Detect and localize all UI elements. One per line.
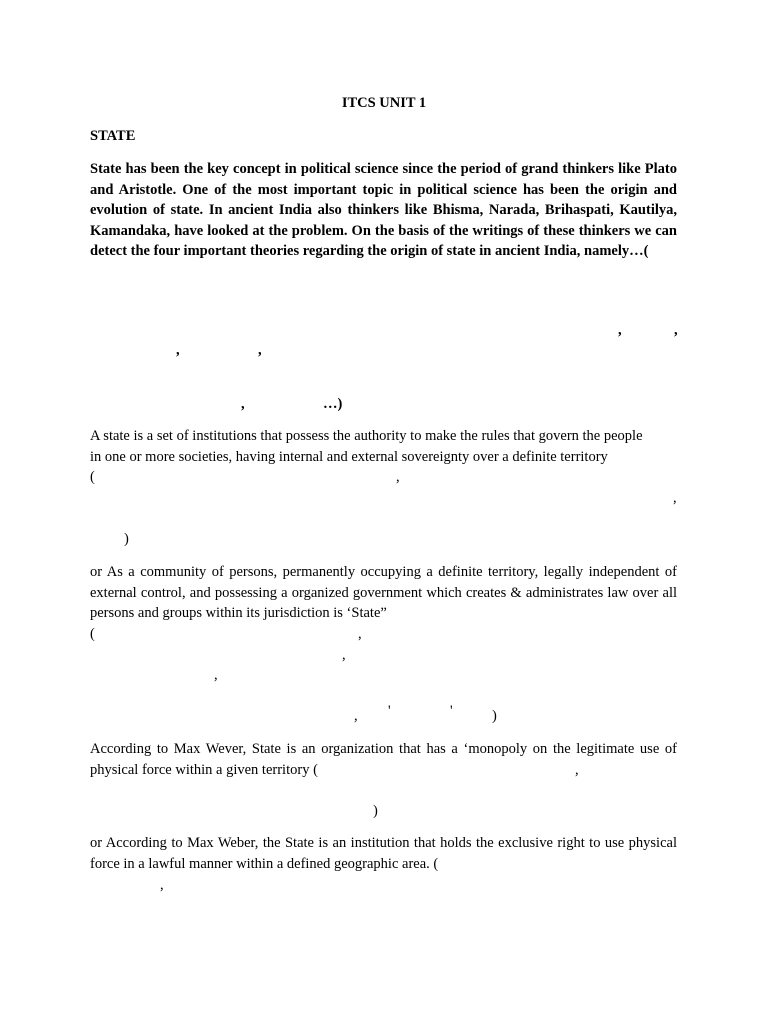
intro-end: …) [323,396,343,412]
weber-definition: According to Max Wever, State is an organization that has a ‘monopoly on the legitimate use of physical force within a given territory ( [90,741,677,778]
punctuation-mark: , [396,469,400,485]
punctuation-mark: , [241,396,245,412]
punctuation-mark: ( [90,469,95,485]
punctuation-mark: , [674,322,678,338]
definition-line: A state is a set of institutions that possess the authority to make the rules that govern the people [90,428,643,444]
punctuation-mark: , [358,626,362,642]
punctuation-mark: ) [124,531,129,547]
definition-line: in one or more societies, having internal and external sovereignty over a definite territory [90,449,608,465]
document-title: ITCS UNIT 1 [341,95,427,111]
punctuation-mark: ( [90,626,95,642]
intro-paragraph: State has been the key concept in political science since the period of grand thinkers like Plato and Aristotle. One of the most important topic in political science has been the origin and evolution of state. In ancient India also thinkers like Bhisma, Narada, Brihaspati, Kautilya, Kamandaka, have looked at the problem. On the basis of the writings of these thinkers we can detect the four important theories regarding the origin of state in ancient India, namely…( [90,161,677,259]
punctuation-mark: , [354,708,358,724]
punctuation-mark: , [258,342,262,358]
punctuation-mark: ) [492,708,497,724]
punctuation-mark: , [214,667,218,683]
punctuation-mark: , [618,322,622,338]
section-heading: STATE [90,128,136,144]
punctuation-mark: ' [450,703,453,719]
punctuation-mark: ) [373,803,378,819]
punctuation-mark: ' [388,703,391,719]
punctuation-mark: , [575,762,579,778]
punctuation-mark: , [673,490,677,506]
punctuation-mark: , [160,877,164,893]
definition-paragraph: or As a community of persons, permanently occupying a definite territory, legally independent of external control, and possessing a organized government which creates & administrates law over all persons and groups within its jurisdiction is ‘State” [90,564,677,621]
punctuation-mark: , [176,342,180,358]
weber-definition-alt: or According to Max Weber, the State is an institution that holds the exclusive right to use physical force in a lawful manner within a defined geographic area. ( [90,835,677,872]
punctuation-mark: , [342,647,346,663]
